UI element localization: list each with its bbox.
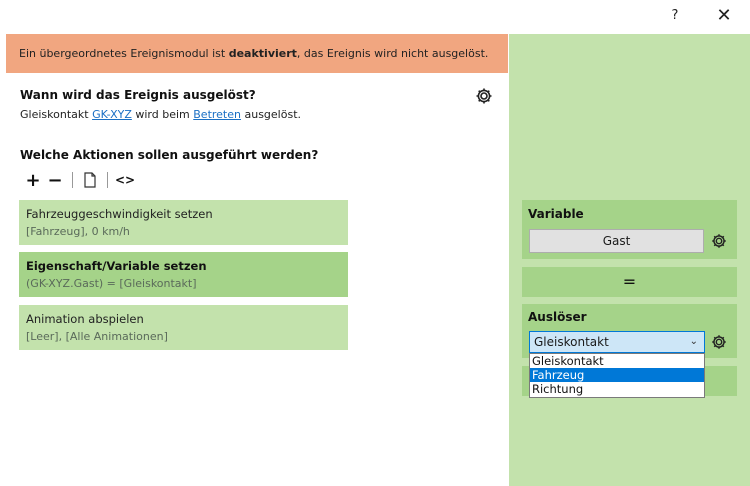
action-params: [Leer], [Alle Animationen] (26, 330, 168, 343)
title-bar (0, 0, 750, 33)
action-item-speed[interactable] (19, 200, 348, 245)
gear-icon[interactable] (710, 333, 728, 351)
trigger-label: Auslöser (528, 310, 587, 324)
trigger-desc-part3: ausgelöst. (240, 108, 302, 121)
variable-button[interactable]: Gast (529, 229, 704, 253)
action-item-set-variable[interactable] (19, 252, 348, 297)
trigger-desc-part2: wird beim (131, 108, 194, 121)
banner-text-after: , das Ereignis wird nicht ausgelöst. (296, 47, 489, 60)
toolbar-separator (72, 172, 73, 188)
dropdown-option[interactable]: Gleiskontakt (532, 354, 604, 368)
action-title: Animation abspielen (26, 312, 144, 326)
gear-icon[interactable] (710, 232, 728, 250)
action-params: (GK-XYZ.Gast) = [Gleiskontakt] (26, 277, 197, 290)
banner-text-bold: deaktiviert (228, 47, 297, 60)
actions-question: Welche Aktionen sollen ausgeführt werden? (20, 148, 319, 162)
action-params: [Fahrzeug], 0 km/h (26, 225, 130, 238)
trigger-select[interactable] (529, 331, 705, 353)
copy-icon[interactable] (79, 170, 101, 190)
remove-action-button[interactable]: − (47, 169, 63, 191)
code-icon[interactable]: <> (114, 173, 136, 187)
add-action-button[interactable]: + (25, 169, 41, 191)
contact-link[interactable]: GK-XYZ (92, 108, 132, 121)
trigger-desc-part1: Gleiskontakt (20, 108, 93, 121)
trigger-select-value: Gleiskontakt (534, 335, 609, 349)
bottom-strip (6, 476, 509, 486)
close-button[interactable]: ✕ (716, 5, 732, 26)
actions-toolbar (22, 170, 136, 190)
action-link[interactable]: Betreten (193, 108, 241, 121)
banner-text-before: Ein übergeordnetes Ereignismodul ist (19, 47, 229, 60)
trigger-dropdown-list (529, 353, 705, 398)
toolbar-separator (107, 172, 108, 188)
dropdown-option[interactable]: Fahrzeug (530, 368, 704, 382)
equals-operator[interactable]: = (522, 267, 737, 297)
gear-icon[interactable] (474, 86, 494, 106)
action-title: Fahrzeuggeschwindigkeit setzen (26, 207, 213, 221)
help-button[interactable]: ? (671, 8, 679, 23)
variable-label: Variable (528, 207, 584, 221)
variable-box (522, 200, 737, 259)
trigger-question: Wann wird das Ereignis ausgelöst? (20, 88, 256, 102)
dropdown-option[interactable]: Richtung (532, 382, 584, 396)
chevron-down-icon: ⌄ (689, 336, 698, 347)
trigger-box (522, 304, 737, 358)
trigger-description (20, 108, 301, 121)
action-item-animation[interactable] (19, 305, 348, 350)
warning-banner (6, 34, 508, 73)
action-title: Eigenschaft/Variable setzen (26, 259, 207, 273)
right-panel (509, 34, 750, 486)
